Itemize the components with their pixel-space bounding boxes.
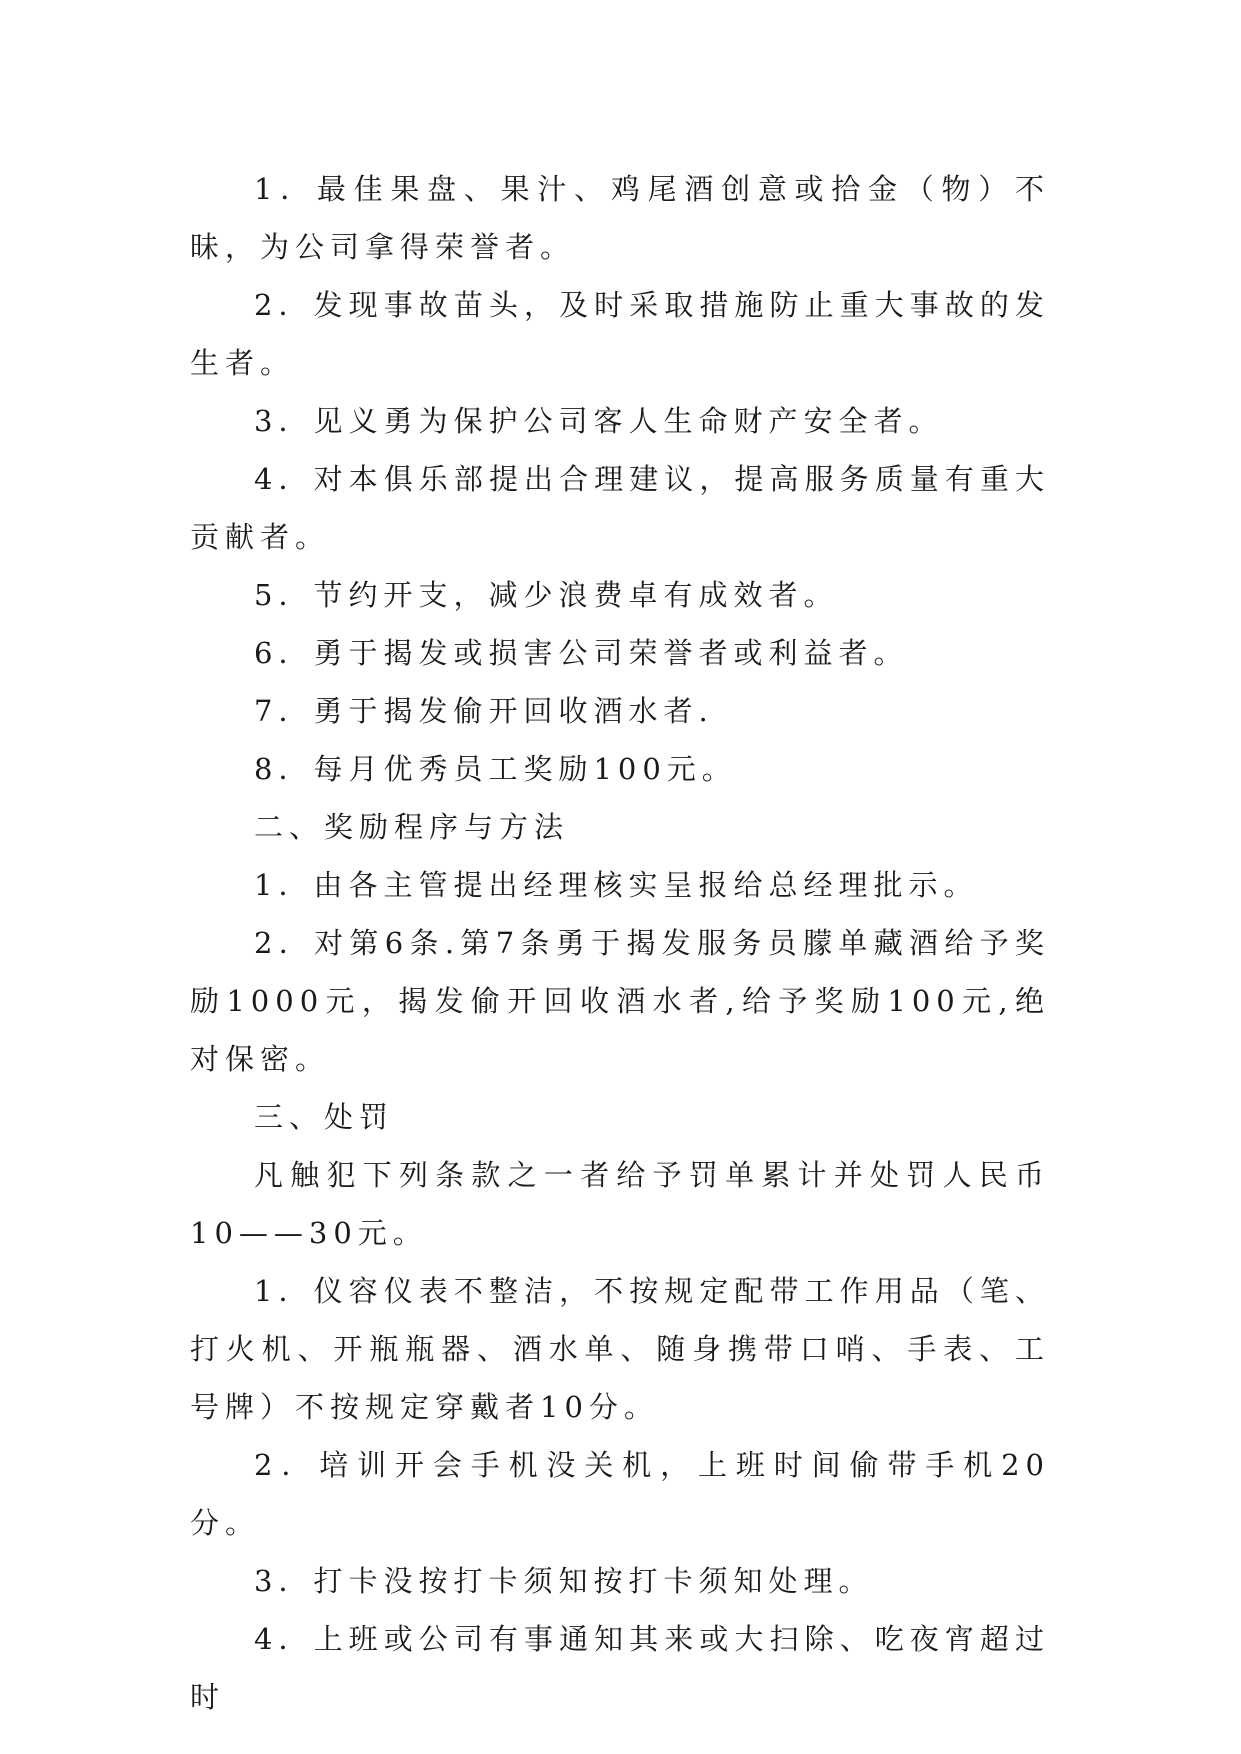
section-heading-reward-procedure: 二、奖励程序与方法	[254, 810, 570, 844]
paragraph-procedure-item-2: 2．对第6条.第7条勇于揭发服务员朦单藏酒给予奖励1000元，揭发偷开回收酒水者,给予奖励100元,绝对保密。	[190, 926, 1050, 1076]
paragraph-reward-item-4: 4．对本俱乐部提出合理建议，提高服务质量有重大贡献者。	[190, 462, 1050, 554]
paragraph-reward-item-1: 1．最佳果盘、果汁、鸡尾酒创意或拾金（物）不昧，为公司拿得荣誉者。	[190, 172, 1050, 264]
paragraph-reward-item-2: 2．发现事故苗头，及时采取措施防止重大事故的发生者。	[190, 288, 1050, 380]
paragraph-procedure-item-1: 1．由各主管提出经理核实呈报给总经理批示。	[254, 868, 979, 902]
paragraph-reward-item-5: 5．节约开支，减少浪费卓有成效者。	[254, 578, 839, 612]
paragraph-reward-item-8: 8．每月优秀员工奖励100元。	[254, 752, 737, 786]
paragraph-penalty-item-4: 4．上班或公司有事通知其来或大扫除、吃夜宵超过时	[190, 1622, 1050, 1714]
paragraph-reward-item-6: 6．勇于揭发或损害公司荣誉者或利益者。	[254, 636, 909, 670]
paragraph-penalty-item-2: 2．培训开会手机没关机，上班时间偷带手机20分。	[190, 1448, 1050, 1540]
paragraph-penalty-intro: 凡触犯下列条款之一者给予罚单累计并处罚人民币10——30元。	[190, 1158, 1050, 1250]
paragraph-reward-item-7: 7．勇于揭发偷开回收酒水者.	[254, 694, 714, 728]
paragraph-penalty-item-3: 3．打卡没按打卡须知按打卡须知处理。	[254, 1564, 874, 1598]
paragraph-reward-item-3: 3．见义勇为保护公司客人生命财产安全者。	[254, 404, 944, 438]
section-heading-penalty: 三、处罚	[254, 1100, 395, 1134]
paragraph-penalty-item-1: 1．仪容仪表不整洁，不按规定配带工作用品（笔、打火机、开瓶瓶器、酒水单、随身携带口哨、手表、工号牌）不按规定穿戴者10分。	[190, 1274, 1050, 1424]
document-body	[190, 160, 1050, 1726]
